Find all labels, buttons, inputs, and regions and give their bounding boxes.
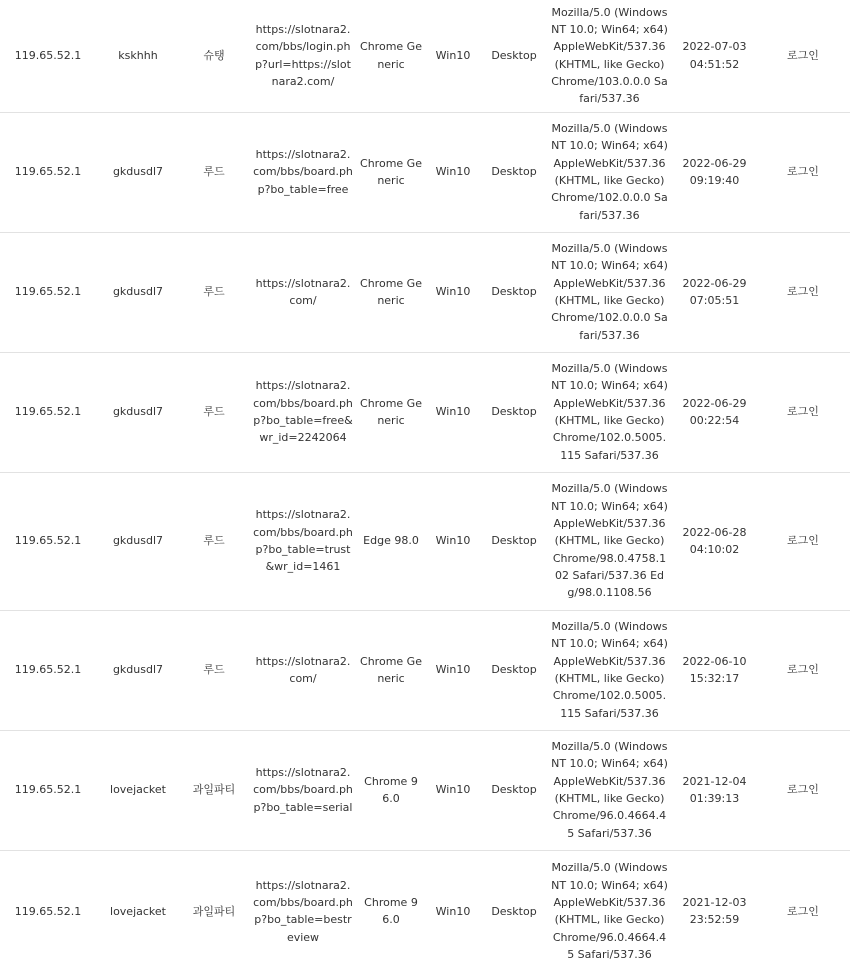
date-text: 2022-07-03 [682,40,747,54]
datetime-cell [673,472,756,610]
date-text: 2022-06-28 [682,525,747,539]
ip-cell: 119.65.52.1 [14,904,82,918]
user-id-cell: kskhhh [96,0,180,112]
url-cell: https://slotnara2.com/ [248,610,358,730]
os-cell: Win10 [424,730,482,850]
browser-cell: Chrome 96.0 [364,895,418,927]
time-text: 09:19:40 [689,174,740,187]
ip-cell: 119.65.52.1 [0,112,96,232]
datetime-cell [673,352,756,472]
user-agent-cell: Mozilla/5.0 (Windows NT 10.0; Win64; x64) AppleWebKit/537.36 (KHTML, like Gecko) Chrome/96.0.4664.45 Safari/537.36 [551,861,668,961]
action-cell: 로그인 [756,112,850,232]
datetime-cell [673,610,756,730]
date-text: 2022-06-29 [682,156,747,170]
os-cell: Win10 [435,904,471,918]
url-cell: https://slotnara2.com/bbs/board.php?bo_table=bestreview [253,878,353,944]
action-cell: 로그인 [756,0,850,112]
user-id-cell: gkdusdl7 [96,232,180,352]
table-row [0,352,850,472]
user-id-cell: lovejacket [96,730,180,850]
datetime-cell [673,0,756,112]
table-row [0,472,850,610]
browser-cell: Edge 98.0 [358,472,424,610]
browser-cell: Chrome Generic [358,232,424,352]
table-row [0,232,850,352]
action-cell: 로그인 [756,730,850,850]
browser-cell: Chrome Generic [358,0,424,112]
os-cell: Win10 [424,610,482,730]
action-cell: 로그인 [756,352,850,472]
time-text: 01:39:13 [689,792,740,805]
device-cell: Desktop [491,904,537,918]
time-text: 04:10:02 [689,543,740,556]
date-text: 2022-06-29 [682,396,747,410]
datetime-cell [673,112,756,232]
user-id-cell: gkdusdl7 [96,112,180,232]
os-cell: Win10 [424,352,482,472]
time-text: 04:51:52 [689,57,740,71]
nickname-cell: 과일파티 [192,904,236,918]
user-agent-cell: Mozilla/5.0 (Windows NT 10.0; Win64; x64) AppleWebKit/537.36 (KHTML, like Gecko) Chrome/98.0.4758.102 Safari/537.36 Edg/98.0.1108.56 [546,472,673,610]
browser-cell: Chrome Generic [358,112,424,232]
nickname-cell: 루드 [180,112,248,232]
user-agent-cell: Mozilla/5.0 (Windows NT 10.0; Win64; x64) AppleWebKit/537.36 (KHTML, like Gecko) Chrome/102.0.0.0 Safari/537.36 [546,112,673,232]
datetime-cell [673,730,756,850]
date-text: 2022-06-10 [682,654,747,668]
url-cell: https://slotnara2.com/ [248,232,358,352]
url-cell: https://slotnara2.com/bbs/board.php?bo_table=free [248,112,358,232]
user-agent-cell: Mozilla/5.0 (Windows NT 10.0; Win64; x64) AppleWebKit/537.36 (KHTML, like Gecko) Chrome/96.0.4664.45 Safari/537.36 [546,730,673,850]
datetime-cell [673,850,756,972]
nickname-cell: 슈탱 [180,0,248,112]
browser-cell: Chrome Generic [358,352,424,472]
url-cell: https://slotnara2.com/bbs/login.php?url=https://slotnara2.com/ [248,0,358,112]
ip-cell: 119.65.52.1 [0,232,96,352]
url-cell: https://slotnara2.com/bbs/board.php?bo_table=trust&wr_id=1461 [248,472,358,610]
table-row [0,850,850,972]
os-cell: Win10 [424,472,482,610]
nickname-cell: 루드 [180,610,248,730]
ip-cell: 119.65.52.1 [0,730,96,850]
user-agent-cell: Mozilla/5.0 (Windows NT 10.0; Win64; x64) AppleWebKit/537.36 (KHTML, like Gecko) Chrome/102.0.5005.115 Safari/537.36 [546,352,673,472]
user-id-cell: gkdusdl7 [96,352,180,472]
table-row [0,112,850,232]
browser-cell: Chrome Generic [358,610,424,730]
action-cell: 로그인 [787,904,819,918]
os-cell: Win10 [424,112,482,232]
table-row [0,610,850,730]
user-agent-cell: Mozilla/5.0 (Windows NT 10.0; Win64; x64) AppleWebKit/537.36 (KHTML, like Gecko) Chrome/102.0.5005.115 Safari/537.36 [546,610,673,730]
action-cell: 로그인 [756,232,850,352]
time-text: 23:52:59 [689,913,740,927]
ip-cell: 119.65.52.1 [0,0,96,112]
device-cell: Desktop [482,0,546,112]
date-text: 2021-12-03 [682,895,747,909]
device-cell: Desktop [482,112,546,232]
table-row [0,0,850,112]
nickname-cell: 과일파티 [180,730,248,850]
url-cell: https://slotnara2.com/bbs/board.php?bo_table=serial [248,730,358,850]
nickname-cell: 루드 [180,352,248,472]
user-agent-cell: Mozilla/5.0 (Windows NT 10.0; Win64; x64) AppleWebKit/537.36 (KHTML, like Gecko) Chrome/102.0.0.0 Safari/537.36 [546,232,673,352]
date-text: 2022-06-29 [682,276,747,290]
ip-cell: 119.65.52.1 [0,610,96,730]
date-text: 2021-12-04 [682,774,747,788]
user-id-cell: gkdusdl7 [96,610,180,730]
device-cell: Desktop [482,472,546,610]
url-cell: https://slotnara2.com/bbs/board.php?bo_table=free&wr_id=2242064 [248,352,358,472]
nickname-cell: 루드 [180,472,248,610]
table-row [0,730,850,850]
os-cell: Win10 [424,0,482,112]
nickname-cell: 루드 [180,232,248,352]
time-text: 15:32:17 [689,672,740,685]
device-cell: Desktop [482,352,546,472]
time-text: 00:22:54 [689,414,740,427]
device-cell: Desktop [482,730,546,850]
datetime-cell [673,232,756,352]
user-id-cell: lovejacket [110,904,166,918]
ip-cell: 119.65.52.1 [0,352,96,472]
device-cell: Desktop [482,610,546,730]
user-agent-cell: Mozilla/5.0 (Windows NT 10.0; Win64; x64) AppleWebKit/537.36 (KHTML, like Gecko) Chrome/103.0.0.0 Safari/537.36 [546,0,673,112]
ip-cell: 119.65.52.1 [0,472,96,610]
action-cell: 로그인 [756,472,850,610]
device-cell: Desktop [482,232,546,352]
time-text: 07:05:51 [689,294,740,307]
browser-cell: Chrome 96.0 [358,730,424,850]
action-cell: 로그인 [756,610,850,730]
user-id-cell: gkdusdl7 [96,472,180,610]
os-cell: Win10 [424,232,482,352]
